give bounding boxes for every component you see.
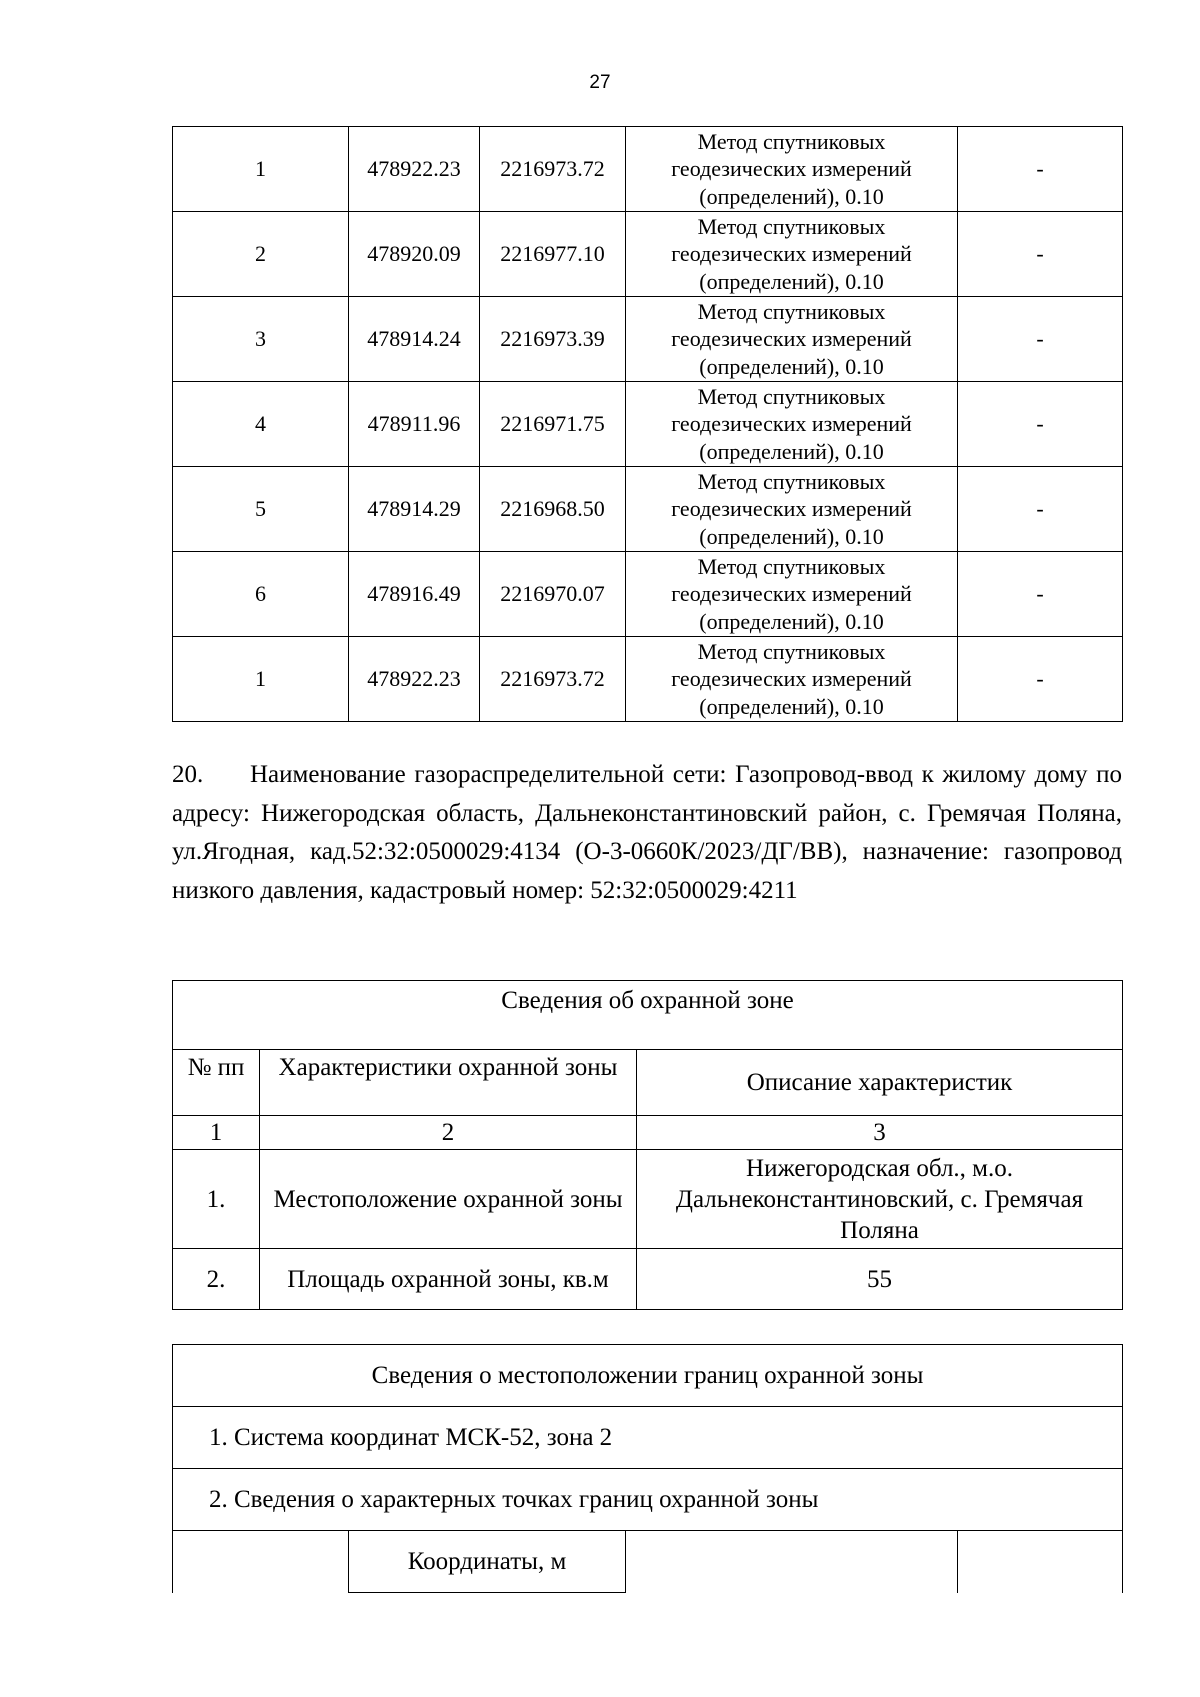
col-header-no: № пп [173,1050,260,1116]
coordinates-header: Координаты, м [349,1531,626,1593]
row-characteristic: Местоположение охранной зоны [260,1150,637,1249]
point-description: - [958,382,1123,467]
coordinate-row [173,637,1123,722]
coord-y: 2216970.07 [480,552,626,637]
point-number: 5 [173,467,349,552]
method-line: геодезических измерений [671,241,912,267]
method-line: Метод спутниковых [697,213,886,239]
method-cell [626,212,958,297]
header-cell-empty [626,1531,958,1593]
boundary-table-title: Сведения о местоположении границ охранной зоны [173,1345,1123,1407]
coord-x: 478914.29 [349,467,480,552]
method-cell [626,127,958,212]
point-description: - [958,467,1123,552]
coord-y: 2216968.50 [480,467,626,552]
section-text: Наименование газораспределительной сети: Газопровод-ввод к жилому дому по адресу: Нижегородская область, Дальнеконстантиновский район, с. Гремячая Поляна, ул.Ягодная, кад.52:32:0500029:4134 (О-3-0660К/2023/ДГ/ВВ), назначение: газопровод низкого давления, кадастровый номер: 52:32:0500029:4211 [172,761,1122,904]
point-number: 2 [173,212,349,297]
coord-x: 478914.24 [349,297,480,382]
coordinates-table [172,126,1123,722]
page-number: 27 [589,72,611,93]
col-index: 1 [173,1116,260,1150]
coord-x: 478922.23 [349,637,480,722]
coord-y: 2216973.72 [480,637,626,722]
method-line: (определений), 0.10 [699,353,884,379]
method-cell [626,467,958,552]
boundary-table [172,1344,1123,1593]
method-cell [626,297,958,382]
point-description: - [958,637,1123,722]
section-number: 20. [172,761,204,788]
header-cell-empty [173,1531,349,1593]
method-line: (определений), 0.10 [699,523,884,549]
coord-x: 478922.23 [349,127,480,212]
row-characteristic: Площадь охранной зоны, кв.м [260,1249,637,1310]
point-description: - [958,552,1123,637]
col-header-description: Описание характеристик [637,1050,1123,1116]
point-number: 3 [173,297,349,382]
method-line: (определений), 0.10 [699,183,884,209]
boundary-points-row: 2. Сведения о характерных точках границ охранной зоны [173,1469,1123,1531]
method-line: Метод спутниковых [697,638,886,664]
method-line: Метод спутниковых [697,383,886,409]
method-cell [626,552,958,637]
coordinate-row [173,382,1123,467]
point-number: 1 [173,127,349,212]
coord-x: 478920.09 [349,212,480,297]
col-header-characteristics: Характеристики охранной зоны [260,1050,637,1116]
coord-y: 2216977.10 [480,212,626,297]
row-number: 1. [173,1150,260,1249]
col-index: 3 [637,1116,1123,1150]
row-description: 55 [637,1249,1123,1310]
method-line: (определений), 0.10 [699,268,884,294]
method-line: геодезических измерений [671,581,912,607]
method-line: геодезических измерений [671,156,912,182]
method-line: Метод спутниковых [697,553,886,579]
method-cell [626,637,958,722]
coordinate-row [173,552,1123,637]
method-line: (определений), 0.10 [699,693,884,719]
coord-y: 2216973.72 [480,127,626,212]
method-line: (определений), 0.10 [699,438,884,464]
coordinate-row [173,297,1123,382]
col-index: 2 [260,1116,637,1150]
point-number: 4 [173,382,349,467]
row-description: Нижегородская обл., м.о. Дальнеконстантиновский, с. Гремячая Поляна [637,1150,1123,1249]
method-line: геодезических измерений [671,411,912,437]
method-line: геодезических измерений [671,666,912,692]
row-number: 2. [173,1249,260,1310]
coordinate-row [173,467,1123,552]
coordinate-row [173,212,1123,297]
method-line: Метод спутниковых [697,298,886,324]
section-paragraph [172,756,1122,910]
coordinate-row [173,127,1123,212]
method-line: Метод спутниковых [697,128,886,154]
coord-y: 2216971.75 [480,382,626,467]
zone-table-title: Сведения об охранной зоне [173,981,1123,1050]
method-line: Метод спутниковых [697,468,886,494]
method-line: (определений), 0.10 [699,608,884,634]
coord-y: 2216973.39 [480,297,626,382]
coord-x: 478911.96 [349,382,480,467]
point-description: - [958,212,1123,297]
method-line: геодезических измерений [671,326,912,352]
point-number: 6 [173,552,349,637]
coord-x: 478916.49 [349,552,480,637]
method-cell [626,382,958,467]
point-description: - [958,127,1123,212]
coordinate-system-row: 1. Система координат МСК-52, зона 2 [173,1407,1123,1469]
protection-zone-table [172,980,1123,1310]
method-line: геодезических измерений [671,496,912,522]
header-cell-empty [958,1531,1123,1593]
point-number: 1 [173,637,349,722]
point-description: - [958,297,1123,382]
